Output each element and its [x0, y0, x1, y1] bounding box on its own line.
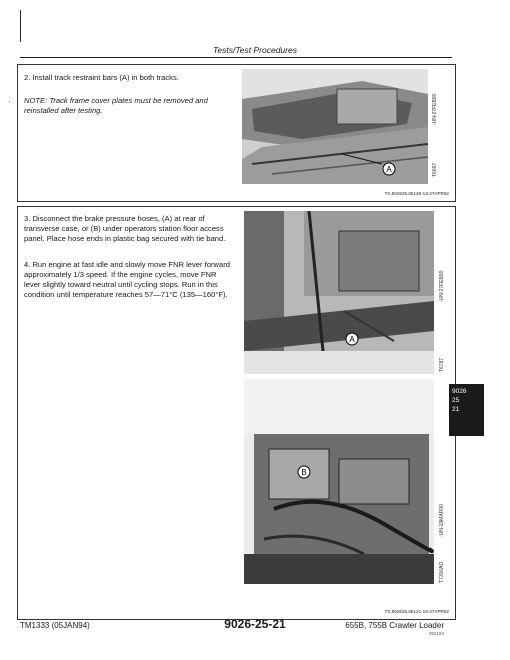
header-rule-vertical	[20, 10, 21, 42]
product-name: 655B, 755B Crawler Loader	[345, 621, 444, 630]
header-rule	[20, 57, 452, 58]
page-number: 9026-25-21	[224, 617, 286, 631]
photo-a-id-bottom: T6787	[439, 357, 445, 372]
track-restraint-illustration	[242, 69, 428, 184]
step-3-text: 3. Disconnect the brake pressure hoses, (A) at rear of transverse case, or (B) under operators station floor access panel. Place hose ends in plastic bag secured with tie band.	[24, 214, 226, 243]
brake-hose-photo-a	[244, 211, 434, 374]
footer-code: 050194	[428, 631, 444, 636]
photo-caption: TX,902625,85136-13-27APR92	[384, 191, 449, 196]
photo-b-id-top: -UN-19MAR90	[439, 504, 445, 537]
photo-a-id-top: -UN-27FEB90	[439, 270, 445, 302]
brake-hose-illustration-b	[244, 379, 434, 584]
section-tab-line-1: 9026	[452, 388, 467, 395]
step-2-text: 2. Install track restraint bars (A) in both tracks.	[24, 73, 179, 82]
photo-b-id-bottom: T7300AO	[439, 561, 445, 583]
brake-hose-photo-b	[244, 379, 434, 584]
callout-b: B	[301, 468, 307, 477]
procedure-section-2	[17, 206, 456, 620]
section-tab-line-2: 25	[452, 397, 460, 404]
section-tab	[449, 384, 484, 436]
page-header-title: Tests/Test Procedures	[213, 45, 297, 55]
callout-a-2: A	[349, 335, 355, 344]
brake-hose-illustration-a	[244, 211, 434, 374]
track-restraint-photo	[242, 69, 428, 184]
photo-caption-2: TX,902625,85121-19-27APR92	[384, 609, 449, 614]
manual-number: TM1333 (05JAN94)	[20, 621, 90, 630]
step-4-text: 4. Run engine at fast idle and slowly move FNR lever forward approximately 1/3 speed. If the engine cycles, move FNR lever slightly toward neutral until cycling stops. Run in this condition until temperature reaches 57—71°C (135—160°F).	[24, 260, 230, 299]
note-text: NOTE: Track frame cover plates must be removed and reinstalled after testing.	[24, 96, 208, 115]
callout-a: A	[386, 165, 392, 174]
margin-mark: ·	[8, 97, 11, 106]
photo-id-top: -UN-27FEB90	[432, 93, 438, 125]
photo-id-bottom: T6667	[432, 162, 438, 177]
procedure-section-1	[17, 64, 456, 202]
section-tab-line-3: 21	[452, 406, 460, 413]
